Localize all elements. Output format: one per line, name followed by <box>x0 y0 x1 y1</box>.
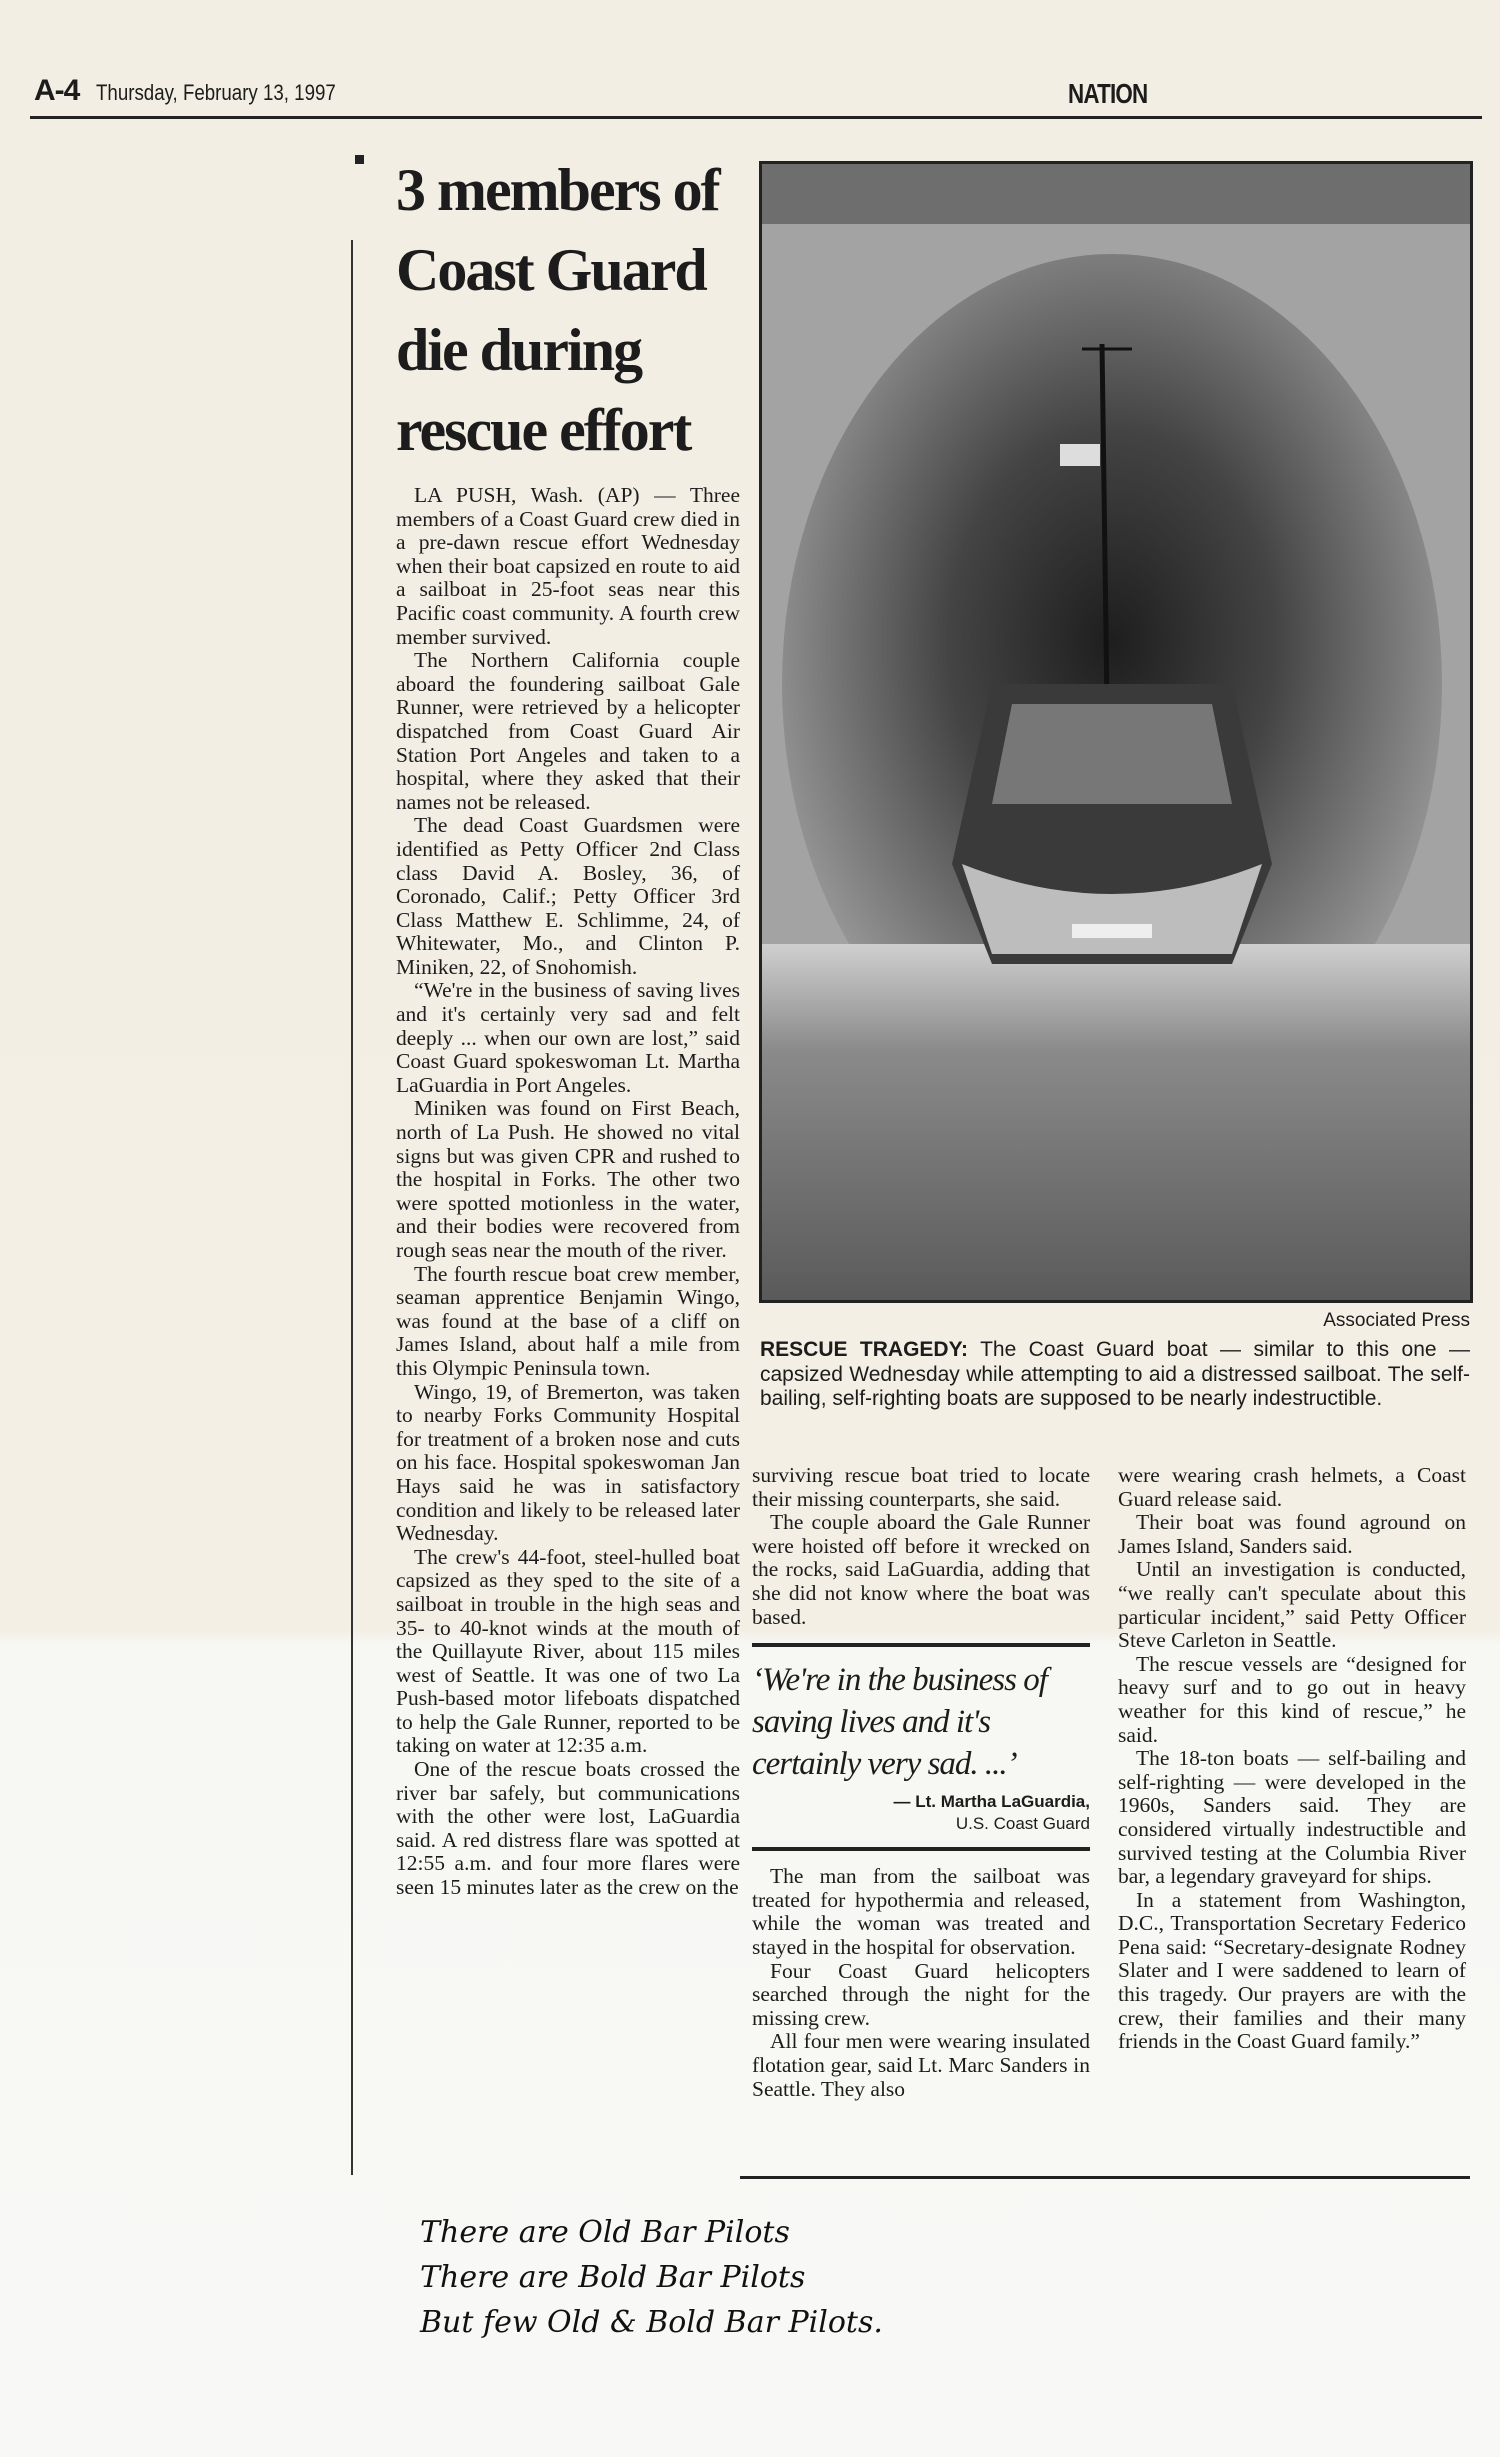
attribution-org: U.S. Coast Guard <box>955 1814 1090 1834</box>
section-name: NATION <box>1068 78 1148 109</box>
paragraph: Miniken was found on First Beach, north of La Push. He showed no vital signs but was given CPR and rushed to the hospital in Forks. The other two were spotted motionless in the water, and their bodies were recovered from rough seas near the mouth of the river. <box>396 1096 740 1262</box>
paragraph: The crew's 44-foot, steel-hulled boat capsized as they sped to the site of a sailboat in trouble in the high seas and 35- to 40-knot winds at the mouth of the Quillayute River, about 115 miles west of Seattle. It was one of two La Push-based motor lifeboats dispatched to help the Gale Runner, reported to be taking on water at 12:35 a.m. <box>396 1544 740 1758</box>
note-line: There are Bold Bar Pilots <box>420 2260 806 2295</box>
news-photo-coast-guard-boat <box>759 161 1473 1303</box>
attribution-name: — Lt. Martha LaGuardia, <box>893 1792 1090 1812</box>
paragraph: The 18-ton boats — self-bailing and self-righting — were developed in the 1960s, Sanders said. They are considered virtually indestructible and survived testing at the Columbia River bar, a legendary graveyard for ships. <box>1118 1746 1466 1889</box>
issue-date: Thursday, February 13, 1997 <box>96 80 336 105</box>
header-rule <box>30 116 1482 119</box>
note-line: But few Old & Bold Bar Pilots. <box>420 2305 883 2340</box>
paragraph: were wearing crash helmets, a Coast Guard release said. <box>1118 1463 1466 1511</box>
right-column <box>1118 1464 1466 2054</box>
paragraph: Wingo, 19, of Bremerton, was taken to nearby Forks Community Hospital for treatment of a broken nose and cuts on his face. Hospital spokeswoman Jan Hays said he was in satisfactory condition and likely to be released later Wednesday. <box>396 1379 740 1546</box>
page-number: A-4 <box>34 74 80 107</box>
caption-text: The Coast Guard boat — similar to this one — capsized Wednesday while attempting to aid a distressed sailboat. The self-bailing, self-righting boats are supposed to be nearly indestructible. <box>760 1338 1470 1410</box>
photo-caption <box>760 1338 1470 1412</box>
paragraph: All four men were wearing insulated flotation gear, said Lt. Marc Sanders in Seattle. They also <box>752 2029 1090 2101</box>
pull-quote-rule-top <box>752 1643 1090 1647</box>
article-bottom-rule <box>740 2176 1470 2179</box>
paragraph: Their boat was found aground on James Island, Sanders said. <box>1118 1510 1466 1558</box>
pull-quote-attribution <box>752 1791 1090 1835</box>
paragraph: Four Coast Guard helicopters searched through the night for the missing crew. <box>752 1958 1090 2030</box>
paragraph: One of the rescue boats crossed the river bar safely, but communications with the other were lost, LaGuardia said. A red distress flare was spotted at 12:55 a.m. and four more flares were seen 15 minutes later as the crew on the <box>396 1757 740 1900</box>
paragraph: surviving rescue boat tried to locate their missing counterparts, she said. <box>752 1463 1090 1511</box>
handwritten-note <box>420 2210 883 2345</box>
caption-lead: RESCUE TRAGEDY: <box>760 1338 969 1361</box>
paragraph: The rescue vessels are “designed for heavy surf and to go out in heavy weather for this kind of rescue,” he said. <box>1118 1651 1466 1747</box>
photo-credit: Associated Press <box>1323 1310 1470 1331</box>
left-stack <box>396 150 740 1900</box>
paragraph: The fourth rescue boat crew member, seaman apprentice Benjamin Wingo, was found at the base of a cliff on James Island, about half a mile from this Olympic Peninsula town. <box>396 1261 740 1380</box>
column-rule <box>351 240 353 2175</box>
pull-quote-rule-bottom <box>752 1847 1090 1851</box>
paragraph: LA PUSH, Wash. (AP) — Three members of a Coast Guard crew died in a pre-dawn rescue effort Wednesday when their boat capsized en route to aid a sailboat in 25-foot seas near this Pacific coast community. A fourth crew member survived. <box>396 483 740 649</box>
headline: 3 members of Coast Guard die during rescue effort <box>396 157 719 463</box>
paragraph: The man from the sailboat was treated for hypothermia and released, while the woman was treated and stayed in the hospital for observation. <box>752 1864 1090 1959</box>
left-column <box>396 484 740 1900</box>
paragraph: Until an investigation is conducted, “we really can't speculate about this particular incident,” said Petty Officer Steve Carleton in Seattle. <box>1118 1557 1466 1653</box>
middle-column <box>752 1464 1090 2101</box>
note-line: There are Old Bar Pilots <box>420 2215 790 2250</box>
paragraph: The couple aboard the Gale Runner were hoisted off before it wrecked on the rocks, said LaGuardia, adding that she did not know where the boat was based. <box>752 1510 1090 1629</box>
paragraph: In a statement from Washington, D.C., Transportation Secretary Federico Pena said: “Secretary-designate Rodney Slater and I were saddened to learn of this tragedy. Our prayers are with the crew, their families and their many friends in the Coast Guard family.” <box>1118 1887 1466 2054</box>
paragraph: The dead Coast Guardsmen were identified as Petty Officer 2nd Class class David A. Bosley, 36, of Coronado, Calif.; Petty Officer 3rd Class Matthew E. Schlimme, 24, of Whitewater, Mo., and Clinton P. Miniken, 22, of Snohomish. <box>396 813 740 979</box>
boat-photo-image <box>762 164 1470 1300</box>
headline-marker <box>355 155 364 164</box>
paragraph: The Northern California couple aboard the foundering sailboat Gale Runner, were retrieved by a helicopter dispatched from Coast Guard Air Station Port Angeles and taken to a hospital, where they asked that their names not be released. <box>396 648 740 814</box>
pull-quote: ‘We're in the business of saving lives and it's certainly very sad. ...’ <box>752 1662 1047 1783</box>
paragraph: “We're in the business of saving lives and it's certainly very sad and felt deeply ... when our own are lost,” said Coast Guard spokeswoman Lt. Martha LaGuardia in Port Angeles. <box>396 978 740 1097</box>
